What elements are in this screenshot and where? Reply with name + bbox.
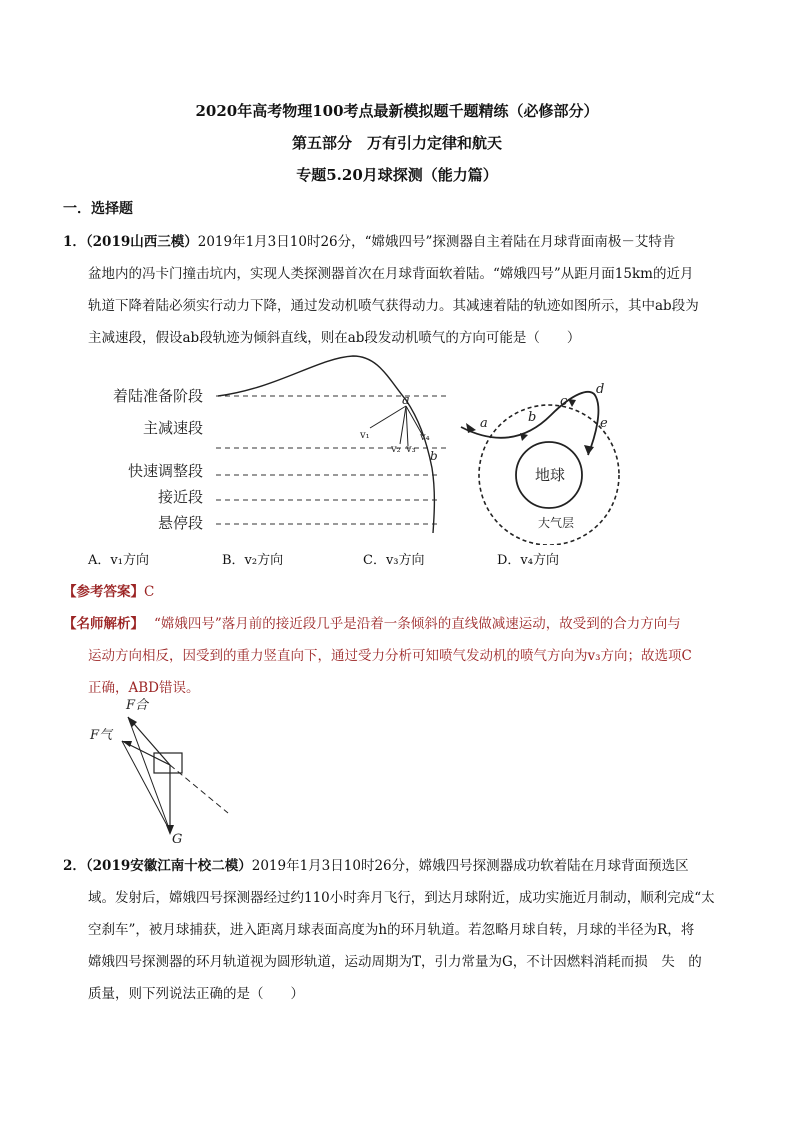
part-title: 第五部分 万有引力定律和航天 (291, 134, 502, 152)
point-b-label: b (430, 449, 438, 463)
stage-label-5: 悬停段 (157, 514, 203, 532)
question-2-line-4: 嫦娥四号探测器的环月轨道视为圆形轨道，运动周期为T，引力常量为G，不计因燃料消耗而损 失 的 (88, 954, 702, 970)
stage-label-3: 快速调整段 (127, 462, 203, 480)
landing-trajectory-figure (88, 348, 458, 540)
option-a: A．v₁方向 (88, 553, 149, 568)
stage-label-4: 接近段 (157, 488, 203, 506)
question-1-line-1 (63, 230, 675, 250)
v4-label: v₄ (420, 432, 430, 443)
question-2-line-5: 质量，则下列说法正确的是（ ） (88, 986, 304, 1002)
question-1-number: 1． (63, 234, 86, 250)
option-b: B．v₂方向 (222, 553, 284, 568)
stage-label-2: 主减速段 (142, 419, 203, 437)
section-heading: 一．选择题 (63, 201, 133, 217)
earth-orbit-figure (456, 375, 631, 545)
question-2-number: 2． (63, 858, 86, 874)
question-2-line-1 (63, 854, 689, 874)
answer-value: C (144, 584, 155, 600)
orbit-point-a: a (480, 416, 488, 431)
option-c: C．v₃方向 (363, 553, 425, 568)
force-diagram (88, 695, 238, 845)
question-1-text-1: 2019年1月3日10时26分，“嫦娥四号”探测器自主着陆在月球背面南极－艾特肯 (197, 234, 676, 250)
answer-line (63, 580, 154, 600)
question-2-source: （2019安徽江南十校二模） (85, 858, 252, 874)
option-d: D．v₄方向 (497, 553, 559, 568)
point-a-label: a (402, 393, 410, 408)
question-2-line-3: 空刹车”，被月球捕获，进入距离月球表面高度为h的环月轨道。若忽略月球自转，月球的半径为R，将 (88, 922, 695, 938)
stage-label-1: 着陆准备阶段 (112, 387, 203, 405)
orbit-point-c: c (560, 394, 568, 409)
f-gas-label: F气 (90, 728, 113, 743)
question-1-line-2: 盆地内的冯卡门撞击坑内，实现人类探测器首次在月球背面软着陆。“嫦娥四号”从距月面15km的近月 (88, 266, 694, 282)
orbit-point-d: d (596, 382, 605, 397)
orbit-point-e: e (600, 416, 608, 431)
question-1-line-3: 轨道下降着陆必须实行动力下降，通过发动机喷气获得动力。其减速着陆的轨迹如图所示，其中ab段为 (88, 298, 699, 314)
atmosphere-label: 大气层 (537, 516, 575, 530)
v2-label: v₂ (391, 444, 401, 455)
answer-label: 【参考答案】 (63, 584, 144, 600)
orbit-point-b: b (528, 410, 537, 425)
earth-label: 地球 (534, 466, 566, 484)
question-1-source: （2019山西三模） (85, 234, 198, 250)
topic-title: 专题5.20月球探测（能力篇） (296, 166, 498, 184)
analysis-line-1 (63, 612, 681, 632)
analysis-text-1: “嫦娥四号”落月前的接近段几乎是沿着一条倾斜的直线做减速运动，故受到的合力方向与 (154, 616, 681, 632)
v1-label: v₁ (360, 430, 370, 441)
doc-title: 2020年高考物理100考点最新模拟题千题精练（必修部分） (195, 102, 599, 120)
v3-label: v₃ (406, 444, 416, 455)
question-2-text-1: 2019年1月3日10时26分，嫦娥四号探测器成功软着陆在月球背面预选区 (251, 858, 689, 874)
analysis-label: 【名师解析】 (63, 616, 144, 632)
f-net-label: F合 (126, 698, 149, 713)
gravity-label: G (172, 832, 183, 845)
question-2-line-2: 域。发射后，嫦娥四号探测器经过约110小时奔月飞行，到达月球附近，成功实施近月制动，顺利完成“太 (88, 890, 715, 906)
analysis-line-3: 正确，ABD错误。 (88, 680, 200, 696)
question-1-line-4: 主减速段，假设ab段轨迹为倾斜直线，则在ab段发动机喷气的方向可能是（ ） (88, 330, 581, 346)
analysis-line-2: 运动方向相反，因受到的重力竖直向下，通过受力分析可知喷气发动机的喷气方向为v₃方向；故选项C (88, 648, 692, 664)
